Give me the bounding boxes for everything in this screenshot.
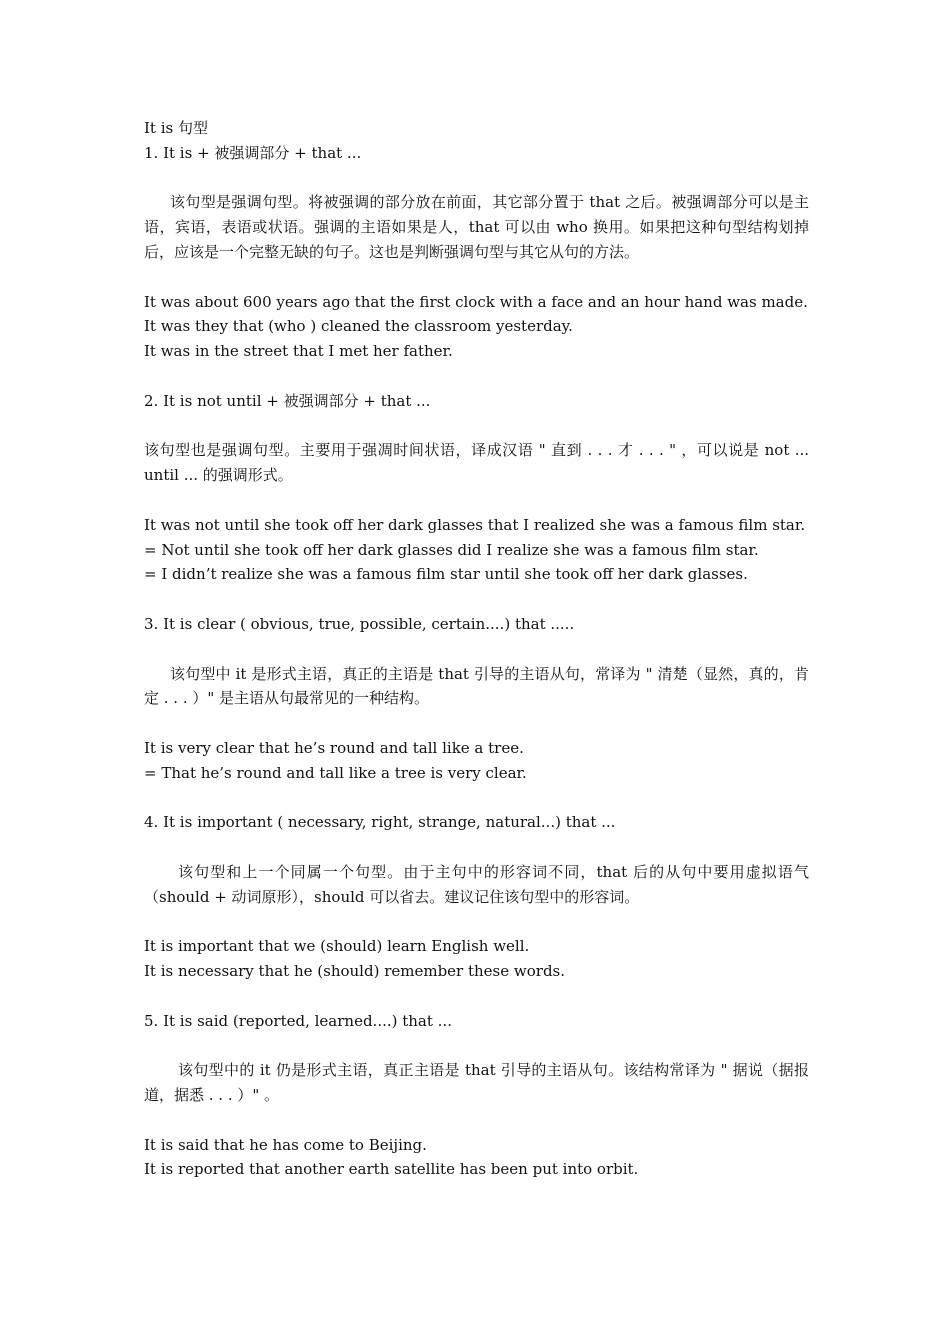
section-3-example-2: = That he’s round and tall like a tree is very clear. (144, 763, 527, 782)
doc-title: It is 句型 (144, 119, 208, 137)
section-5-explanation: 该句型中的 it 仍是形式主语，真正主语是 that 引导的主语从句。该结构常译为 " 据说（据报道，据悉 . . . ）" 。 (144, 1061, 809, 1105)
section-2-example-1: It was not until she took off her dark glasses that I realized she was a famous film star. (144, 515, 806, 534)
section-2-example-3: = I didn’t realize she was a famous film star until she took off her dark glasses. (144, 565, 748, 584)
section-2-explanation: 该句型也是强调句型。主要用于强凋时间状语，译成汉语 " 直到 . . . 才 . . . " ，可以说是 not ... until ... 的强调形式。 (144, 441, 809, 485)
section-1-example-1: It was about 600 years ago that the first clock with a face and an hour hand was made. (144, 292, 808, 311)
spacer (144, 835, 809, 860)
section-3-example-1: It is very clear that he’s round and tall like a tree. (144, 738, 524, 757)
spacer (144, 364, 809, 389)
spacer (144, 166, 809, 191)
section-4-example-2: It is necessary that he (should) remember these words. (144, 962, 566, 981)
spacer (144, 587, 809, 612)
spacer (144, 711, 809, 736)
spacer (144, 637, 809, 662)
section-1-example-3: It was in the street that I met her father. (144, 342, 453, 361)
spacer (144, 488, 809, 513)
section-2-heading: 2. It is not until + 被强调部分 + that ... (144, 391, 431, 410)
section-4-explanation: 该句型和上一个同属一个句型。由于主句中的形容词不同，that 后的从句中要用虚拟语气（should + 动词原形），should 可以省去。建议记住该句型中的形容词。 (144, 862, 809, 906)
spacer (144, 910, 809, 935)
document-page (144, 116, 809, 1182)
spacer (144, 265, 809, 290)
section-3-heading: 3. It is clear ( obvious, true, possible, certain....) that ..... (144, 614, 575, 633)
section-1-heading: 1. It is + 被强调部分 + that ... (144, 143, 362, 162)
spacer (144, 786, 809, 811)
section-5-example-1: It is said that he has come to Beijing. (144, 1135, 427, 1154)
section-5-example-2: It is reported that another earth satellite has been put into orbit. (144, 1160, 639, 1179)
spacer (144, 1108, 809, 1133)
spacer (144, 1033, 809, 1058)
section-5-heading: 5. It is said (reported, learned....) that ... (144, 1011, 452, 1030)
section-2-example-2: = Not until she took off her dark glasses did I realize she was a famous film star. (144, 540, 759, 559)
spacer (144, 984, 809, 1009)
section-3-explanation: 该句型中 it 是形式主语，真正的主语是 that 引导的主语从句，常译为 " 清楚（显然，真的，肯定 . . . ）" 是主语从句最常见的一种结构。 (144, 664, 809, 708)
section-4-example-1: It is important that we (should) learn English well. (144, 937, 530, 956)
section-1-example-2: It was they that (who ) cleaned the classroom yesterday. (144, 317, 573, 336)
section-1-explanation: 该句型是强调句型。将被强调的部分放在前面，其它部分置于 that 之后。被强调部分可以是主语，宾语，表语或状语。强调的主语如果是人，that 可以由 who 换用。如果把这种句型结构划掉后，应该是一个完整无缺的句子。这也是判断强调句型与其它从句的方法。 (144, 193, 809, 261)
spacer (144, 414, 809, 439)
section-4-heading: 4. It is important ( necessary, right, strange, natural...) that ... (144, 813, 616, 832)
